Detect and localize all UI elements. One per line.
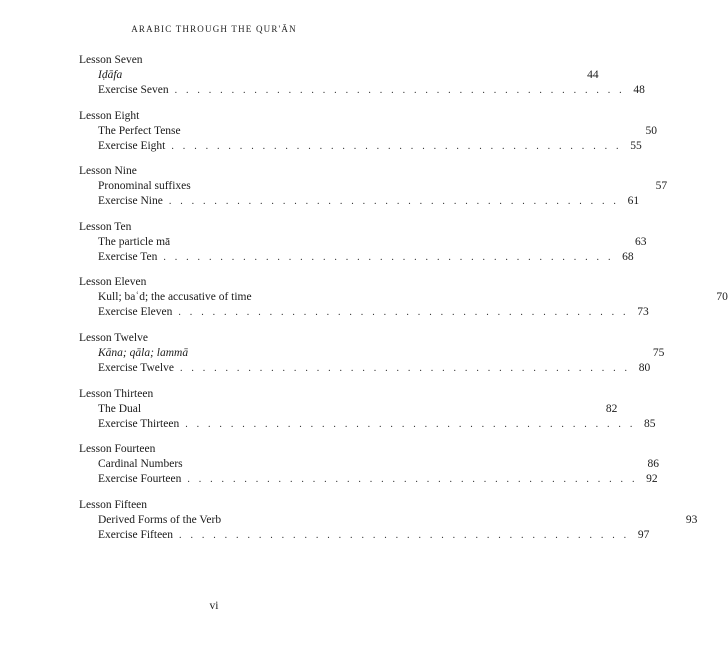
toc-page-number: 97 bbox=[637, 528, 650, 541]
toc-dot-leader: . . . . . . . . . . . . . . . . . . . . . . . . . . . . . . . . . . . . . . . . bbox=[171, 140, 622, 152]
toc-entry-title: The particle mā bbox=[98, 235, 171, 248]
toc-entry-row bbox=[0, 304, 649, 320]
toc-page-number: 48 bbox=[633, 84, 645, 96]
toc-entry-row bbox=[0, 82, 645, 98]
toc-entry bbox=[98, 360, 651, 377]
toc-lesson-heading: Lesson Eight bbox=[79, 109, 140, 122]
toc-lesson-heading-row bbox=[0, 441, 428, 457]
toc-lesson-heading-row bbox=[0, 108, 428, 124]
toc-lesson-block bbox=[0, 330, 665, 386]
toc-dot-leader: . . . . . . . . . . . . . . . . . . . . . . . . . . . . . . . . . . . . . . . . bbox=[178, 307, 629, 319]
toc-entry-title: Exercise Ten bbox=[98, 250, 158, 263]
toc-entry-row bbox=[0, 345, 665, 361]
toc-entry-title: Cardinal Numbers bbox=[98, 458, 183, 471]
toc-entry-title: Exercise Nine bbox=[98, 195, 163, 208]
toc-entry-title: Iḍāfa bbox=[98, 69, 123, 81]
toc-lesson-heading: Lesson Ten bbox=[79, 220, 132, 233]
toc-entry bbox=[98, 304, 649, 321]
running-head: ARABIC THROUGH THE QUR'ĀN bbox=[131, 24, 297, 34]
toc-dot-leader: . . . . . . . . . . . . . . . . . . . . . . . . . . . . . . . . . . . . . . . . bbox=[168, 196, 620, 208]
toc-entry-title: Exercise Twelve bbox=[98, 361, 174, 374]
table-of-contents bbox=[0, 52, 728, 552]
toc-entry-row bbox=[0, 193, 640, 209]
toc-entry-title: Exercise Fifteen bbox=[98, 528, 174, 541]
toc-dot-leader: . . . . . . . . . . . . . . . . . . . . . . . . . . . . . . . . . . . . . . . . bbox=[163, 251, 614, 263]
toc-dot-leader: . . . . . . . . . . . . . . . . . . . . . . . . . . . . . . . . . . . . . . . . bbox=[187, 474, 638, 486]
toc-lesson-heading: Lesson Nine bbox=[79, 165, 137, 178]
toc-page-number: 93 bbox=[685, 513, 698, 526]
page-number-folio: vi bbox=[209, 600, 219, 612]
toc-lesson-heading-row bbox=[0, 219, 428, 235]
toc-lesson-block bbox=[0, 386, 656, 442]
toc-entry-row bbox=[0, 289, 728, 305]
toc-lesson-heading-row bbox=[0, 386, 428, 402]
toc-entry bbox=[98, 82, 645, 99]
toc-lesson-block bbox=[0, 274, 728, 330]
toc-entry-title: Kāna; qāla; lammā bbox=[98, 346, 189, 359]
toc-page-number: 86 bbox=[647, 458, 659, 471]
toc-dot-leader: . . . . . . . . . . . . . . . . . . . . . . . . . . . . . . . . . . . . . . . . bbox=[185, 418, 636, 430]
toc-lesson-heading-row bbox=[0, 497, 428, 513]
toc-entry-row bbox=[0, 471, 658, 487]
toc-page-number: 75 bbox=[652, 346, 665, 359]
toc-page-number: 68 bbox=[622, 250, 634, 263]
toc-lesson-block bbox=[0, 219, 647, 275]
toc-entry-row bbox=[0, 138, 642, 154]
toc-entry-row bbox=[0, 67, 599, 83]
toc-dot-leader: . . . . . . . . . . . . . . . . . . . . . . . . . . . . . . . . . . . . . . . . bbox=[179, 362, 631, 374]
toc-lesson-heading: Lesson Seven bbox=[79, 54, 143, 66]
toc-entry bbox=[98, 416, 656, 433]
toc-entry-title: The Dual bbox=[98, 402, 142, 415]
toc-entry-title: Exercise Eight bbox=[98, 139, 166, 152]
toc-lesson-heading-row bbox=[0, 52, 428, 68]
toc-page-number: 80 bbox=[638, 361, 651, 374]
toc-lesson-heading: Lesson Thirteen bbox=[79, 387, 154, 400]
toc-page-number: 44 bbox=[587, 69, 599, 81]
toc-entry-title: Derived Forms of the Verb bbox=[98, 513, 222, 526]
toc-entry-row bbox=[0, 178, 668, 194]
toc-page-number: 92 bbox=[646, 473, 658, 486]
toc-entry-row bbox=[0, 360, 651, 376]
toc-page-number: 50 bbox=[645, 124, 657, 137]
toc-entry-row bbox=[0, 527, 650, 543]
toc-page-number: 57 bbox=[655, 180, 668, 193]
toc-page-number: 82 bbox=[605, 402, 618, 415]
toc-lesson-block bbox=[0, 108, 657, 164]
toc-entry-row bbox=[0, 512, 698, 528]
toc-page-number: 63 bbox=[634, 235, 647, 248]
toc-lesson-block bbox=[0, 163, 668, 219]
toc-page-number: 73 bbox=[637, 306, 649, 319]
toc-entry-title: Kull; baʿd; the accusative of time bbox=[98, 291, 252, 304]
toc-lesson-heading: Lesson Fifteen bbox=[79, 498, 148, 511]
toc-entry-title: Exercise Thirteen bbox=[98, 417, 180, 430]
toc-entry bbox=[98, 193, 640, 210]
toc-lesson-block bbox=[0, 497, 698, 553]
toc-entry bbox=[98, 527, 650, 544]
toc-page-number: 70 bbox=[716, 291, 728, 304]
toc-lesson-block bbox=[0, 441, 659, 497]
toc-entry bbox=[98, 138, 642, 155]
toc-entry-title: Pronominal suffixes bbox=[98, 180, 191, 193]
toc-lesson-heading: Lesson Eleven bbox=[79, 276, 147, 289]
toc-entry bbox=[98, 249, 634, 266]
toc-entry-title: Exercise Eleven bbox=[98, 306, 173, 319]
toc-dot-leader: . . . . . . . . . . . . . . . . . . . . . . . . . . . . . . . . . . . . . . . . bbox=[174, 85, 625, 96]
toc-entry-row bbox=[0, 401, 618, 417]
toc-entry-title: The Perfect Tense bbox=[98, 124, 181, 137]
toc-page-number: 61 bbox=[627, 195, 640, 208]
toc-lesson-block bbox=[0, 52, 645, 108]
toc-entry-title: Exercise Fourteen bbox=[98, 473, 182, 486]
toc-page-number: 85 bbox=[644, 417, 656, 430]
toc-entry-row bbox=[0, 456, 659, 472]
toc-entry-title: Exercise Seven bbox=[98, 84, 169, 96]
toc-page-number: 55 bbox=[630, 139, 642, 152]
toc-lesson-heading-row bbox=[0, 330, 428, 346]
toc-dot-leader: . . . . . . . . . . . . . . . . . . . . . . . . . . . . . . . . . . . . . . . . bbox=[179, 529, 630, 541]
toc-entry-row bbox=[0, 123, 657, 139]
toc-lesson-heading: Lesson Twelve bbox=[79, 331, 148, 344]
toc-lesson-heading-row bbox=[0, 163, 428, 179]
toc-lesson-heading-row bbox=[0, 274, 428, 290]
toc-entry-row bbox=[0, 234, 647, 250]
toc-entry-row bbox=[0, 249, 634, 265]
toc-entry-row bbox=[0, 416, 656, 432]
toc-entry bbox=[98, 471, 658, 488]
toc-lesson-heading: Lesson Fourteen bbox=[79, 443, 156, 456]
